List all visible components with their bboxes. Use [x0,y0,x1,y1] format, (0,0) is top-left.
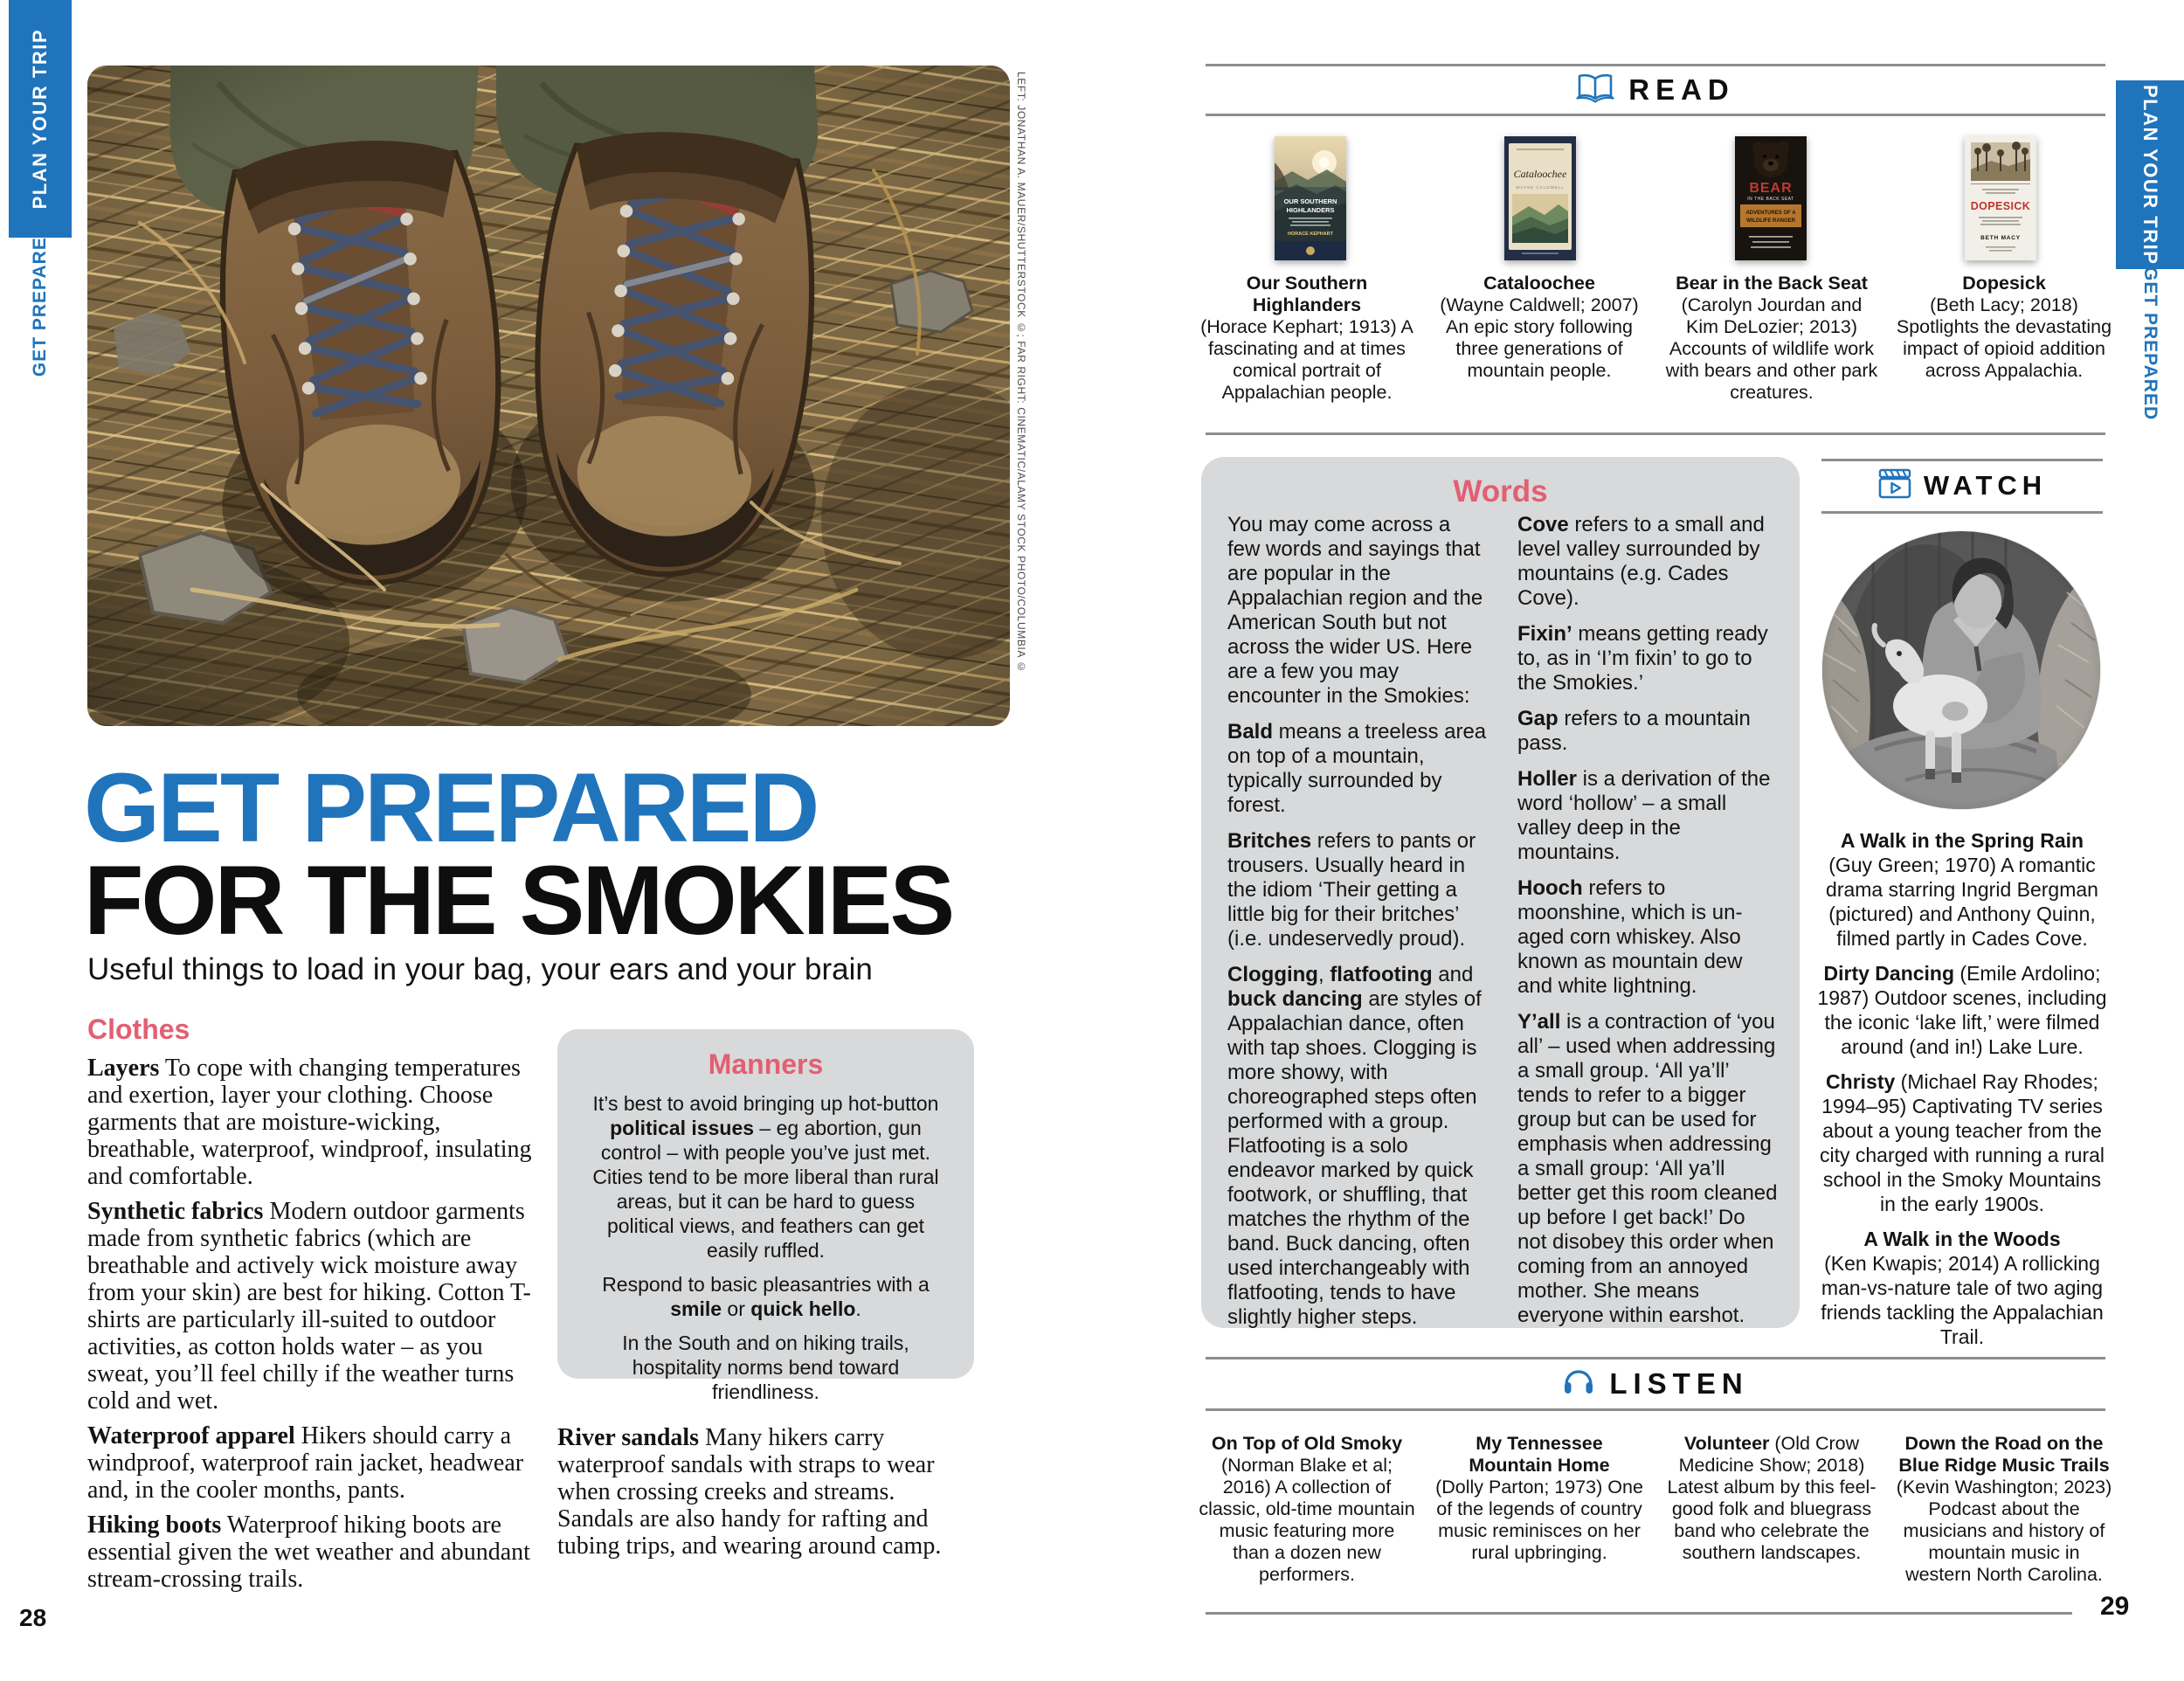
read-rule-bottom [1206,432,2105,435]
clothes-item-waterproof-apparel: Waterproof apparel Hikers should carry a windproof, waterproof rain jacket, headwear and, in the cooler months, pants. [87,1422,524,1504]
movie-still-illustration [1822,531,2100,809]
page-title-line1: GET PREPARED [84,753,818,862]
cover-band-text: ADVENTURES OF A [1745,211,1796,216]
cover-title-text: HIGHLANDERS [1286,206,1335,214]
cover-title-text: DOPESICK [1971,200,2031,212]
listen-rule-bottom [1206,1612,2072,1615]
book-caption: Bear in the Back Seat (Carolyn Jourdan and Kim DeLozier; 2013) Accounts of wildlife work with bears and other park creatures. [1665,273,1878,403]
movie-still-photo [1822,531,2100,809]
page-title [84,753,953,955]
clothes-section [87,1013,550,1601]
cover-title-text: Cataloochee [1513,168,1567,180]
photo-credit: LEFT: JONATHAN A. MAUER/SHUTTERSTOCK ©; FAR RIGHT: CINEMATIC/ALAMY STOCK PHOTO/COLUMBIA © [1015,72,1027,674]
clothes-item-layers: Layers To cope with changing temperatures and exertion, layer your clothing. Choose garments that are moisture-wicking, breathable, waterproof, windproof, insulating and comfortable. [87,1055,532,1190]
words-heading: Words [1453,474,1548,508]
clothes-item-synthetic-fabrics: Synthetic fabrics Modern outdoor garments made from synthetic fabrics (which are breathable and actively wick moisture away from your skin) are best for hiking. Cotton T-shirts are particularly ill-suited to outdoor activities, as cotton holds water – as you sweat, you’ll feel chilly if the weather turns cold and wet. [87,1198,531,1415]
sidebar-chapter-left [9,222,72,377]
manners-paragraph: It’s best to avoid bringing up hot-button political issues – eg abortion, gun control – with people you’ve just met. Cities tend to be more liberal than rural areas, but it can be hard to guess political views, and feathers can get easily ruffled. [592,1092,939,1262]
word-entry-fixin: Fixin’ means getting ready to, as in ‘I’m fixin’ to go to the Smokies.’ [1517,622,1768,695]
words-right-column [1517,513,1778,1341]
watch-entries [1814,828,2111,1359]
book-cover-dopesick [1965,136,2036,260]
watch-rule-top [1821,459,2103,461]
word-entry-cove: Cove refers to a small and level valley surrounded by mountains (e.g. Cades Cove). [1517,513,1765,610]
cover-author-text: HORACE KEPHART [1287,232,1333,237]
cover-title-text: BEAR [1749,181,1793,196]
watch-rule-mid [1821,511,2103,514]
read-rule-top [1206,64,2105,66]
clothes-item-river-sandals: River sandals Many hikers carry waterproof sandals with straps to wear when crossing creeks and streams. Sandals are also handy for rafting and tubing trips, and wearing around camp. [557,1424,942,1560]
clothes-heading: Clothes [87,1013,190,1045]
hiking-boots-illustration [87,66,1010,726]
watch-entry: Christy (Michael Ray Rhodes; 1994–95) Captivating TV series about a young teacher from the city charged with running a rural school in the Smoky Mountains in the early 1900s. [1820,1070,2105,1215]
book-cover-bear-in-the-back-seat [1735,136,1807,260]
read-header [1206,70,2105,110]
watch-label: WATCH [1923,470,2048,501]
book-caption: Cataloochee (Wayne Caldwell; 2007) An epic story following three generations of mountain people. [1440,273,1639,381]
page-subtitle: Useful things to load in your bag, your ears and your brain [87,952,873,986]
book-cover-cataloochee [1504,136,1576,260]
listen-header [1206,1363,2105,1405]
words-box [1201,457,1800,1328]
sidebar-chapter-label: GET PREPARED [2140,266,2160,421]
page-title-line2: FOR THE SMOKIES [84,846,953,955]
word-entry-hooch: Hooch refers to moonshine, which is un-aged corn whiskey. Also known as mountain dew and white lightning. [1517,876,1743,998]
book-cover-our-southern-highlanders [1275,136,1346,260]
word-entry-yall: Y’all is a contraction of ‘you all’ – used when addressing a small group. ‘All ya’ll’ tends to refer to a bigger group but can be used for emphasis when addressing a small group: ‘All ya’ll better get this room cleaned up before I get back!’ Do not disobey this order when coming from an annoyed mother. She means everyone within earshot. [1517,1010,1778,1327]
listen-label: LISTEN [1609,1367,1749,1400]
watch-entry: A Walk in the Spring Rain (Guy Green; 1970) A romantic drama starring Ingrid Bergman (pictured) and Anthony Quinn, filmed partly in Cades Cove. [1826,829,2098,950]
manners-box [557,1029,974,1403]
book-caption: Our Southern Highlanders (Horace Kephart; 1913) A fascinating and at times comical portrait of Appalachian people. [1200,273,1413,403]
book-caption: Dopesick (Beth Lacy; 2018) Spotlights the devastating impact of opioid addition across Appalachia. [1896,273,2112,381]
page-number-right: 29 [2100,1592,2130,1621]
listen-entry: My Tennessee Mountain Home (Dolly Parton; 1973) One of the legends of country music reminisces on her rural upbringing. [1435,1433,1643,1563]
book-captions-row [1199,273,2112,404]
watch-entry: Dirty Dancing (Emile Ardolino; 1987) Outdoor scenes, including the iconic ‘lake lift,’ were filmed around (and in!) Lake Lure. [1817,962,2107,1058]
manners-heading: Manners [708,1048,824,1080]
watch-header [1821,465,2103,507]
cover-title-text: OUR SOUTHERN [1283,197,1337,205]
cover-band-text: WILDLIFE RANGER [1745,218,1795,224]
listen-entry: On Top of Old Smoky (Norman Blake et al; 2016) A collection of classic, old-time mountain music featuring more than a dozen new performers. [1199,1433,1415,1585]
listen-entry: Volunteer (Old Crow Medicine Show; 2018) Latest album by this feel-good folk and bluegrass band who celebrate the southern landscapes. [1667,1433,1876,1563]
book-icon [1576,73,1614,108]
listen-rule-mid [1206,1408,2105,1411]
sidebar-section-label: PLAN YOUR TRIP [2139,84,2161,266]
listen-entries [1199,1433,2112,1586]
sidebar-section-right [2116,80,2184,269]
word-entry-clogging: Clogging, flatfooting and buck dancing are styles of Appalachian dance, often with tap shoes. Clogging is more showy, with choreographed steps often performed with a group. Flatfooting is a solo endeavor marked by quick footwork, or shuffling, that matches the rhythm of the band. Buck dancing, often used interchangeably with flatfooting, tends to have slightly higher steps. [1227,963,1482,1329]
sidebar-chapter-label: GET PREPARED [30,222,50,377]
word-entry-gap: Gap refers to a mountain pass. [1517,707,1751,755]
clothes-item-hiking-boots: Hiking boots Waterproof hiking boots are essential given the wet weather and abundant stream-crossing trails. [87,1512,530,1593]
headphones-icon [1562,1367,1595,1401]
read-label: READ [1628,73,1735,106]
page-number-left: 28 [19,1604,47,1631]
word-entry-bald: Bald means a treeless area on top of a mountain, typically surrounded by forest. [1227,720,1487,817]
word-entry-britches: Britches refers to pants or trousers. Usually heard in the idiom ‘Their getting a little big for their britches’ (i.e. undeservedly proud). [1227,829,1476,951]
cover-author-text: BETH MACY [1980,235,2022,241]
listen-entry: Down the Road on the Blue Ridge Music Trails (Kevin Washington; 2023) Podcast about the musicians and history of mountain music in western North Carolina. [1896,1433,2112,1585]
watch-entry: A Walk in the Woods (Ken Kwapis; 2014) A rollicking man-vs-nature tale of two aging friends tackling the Appalachian Trail. [1821,1228,2104,1348]
manners-paragraph: Respond to basic pleasantries with a smile or quick hello. [602,1273,930,1320]
sidebar-section-label: PLAN YOUR TRIP [29,28,51,210]
hiking-boots-photo [87,66,1010,726]
words-intro: You may come across a few words and sayings that are popular in the Appalachian region and the American South but not across the wider US. Here are a few you may encounter in the Smokies: [1227,513,1483,708]
listen-rule-top [1206,1357,2105,1359]
words-left-column [1227,513,1488,1341]
book-covers-row [1206,136,2105,260]
cover-author-text: WAYNE CALDWELL [1516,185,1565,190]
word-entry-holler: Holler is a derivation of the word ‘hollow’ – a small valley deep in the mountains. [1517,767,1771,864]
sidebar-section-left [9,0,72,238]
cover-subtitle-text: IN THE BACK SEAT [1747,197,1794,202]
manners-paragraph: In the South and on hiking trails, hospitality norms bend toward friendliness. [622,1332,909,1403]
clapperboard-icon [1877,468,1912,504]
sidebar-chapter-right [2116,266,2184,421]
read-rule-mid [1206,114,2105,116]
